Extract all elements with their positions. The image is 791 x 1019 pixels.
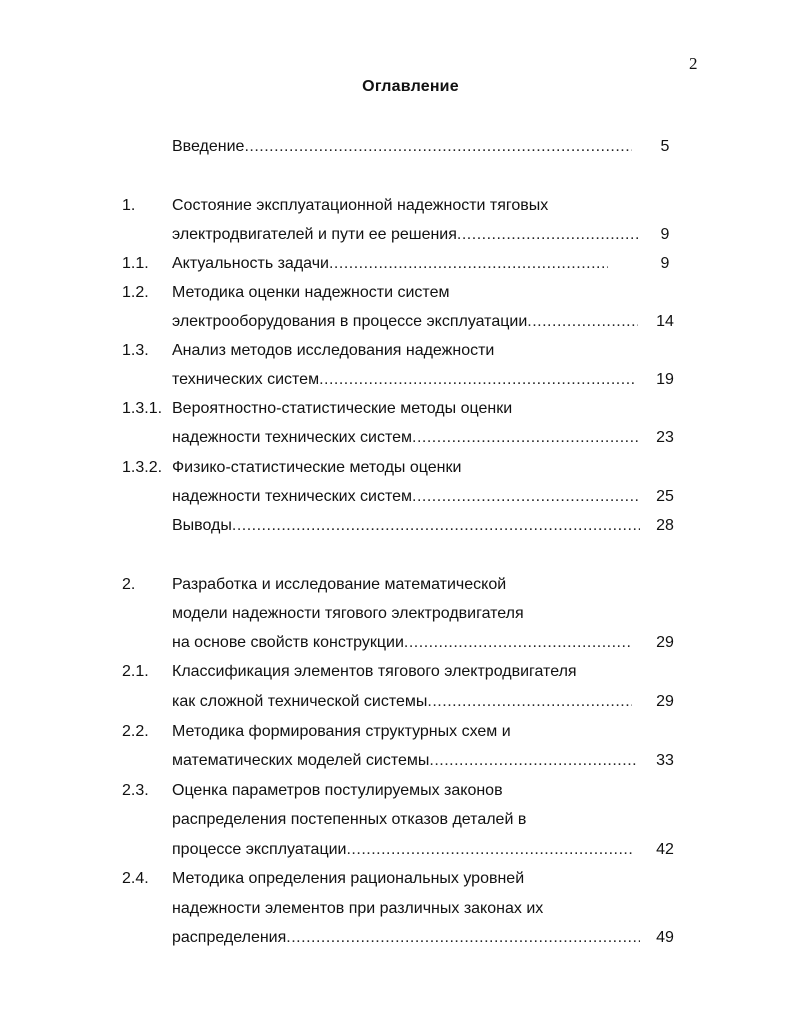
dot-leader: [232, 515, 640, 537]
toc-entry-title: Оценка параметров постулируемых законов: [172, 782, 503, 799]
toc-entry-title: Разработка и исследование математической: [172, 576, 507, 593]
toc-entry-title: надежности технических систем: [172, 488, 413, 505]
toc-entry-title: распределения: [172, 929, 287, 946]
toc-entry-2-4[interactable]: [0, 868, 791, 890]
toc-entry-title: распределения постепенных отказов деталей в: [172, 811, 527, 828]
toc-entry-title: надежности элементов при различных законах их: [172, 900, 544, 917]
dot-leader: [429, 750, 638, 772]
toc-entry-1-3-2[interactable]: [0, 457, 791, 479]
dot-leader: [457, 224, 640, 246]
dot-leader: [329, 253, 608, 275]
toc-entry-title: электрооборудования в процессе эксплуатации: [172, 313, 528, 330]
toc-entry-line: [172, 427, 640, 449]
toc-entry-title: математических моделей системы: [172, 752, 430, 769]
toc-entry-title: Методика определения рациональных уровней: [172, 870, 525, 887]
toc-entry-1-3-1[interactable]: [0, 398, 791, 420]
toc-entry-title: надежности технических систем: [172, 429, 413, 446]
dot-leader: [404, 632, 630, 654]
toc-entry-title: Анализ методов исследования надежности: [172, 342, 495, 359]
toc-entry-intro[interactable]: [0, 136, 791, 158]
toc-page-number: 9: [660, 226, 670, 243]
toc-entry-1[interactable]: [0, 195, 791, 217]
toc-entry-title: процессе эксплуатации: [172, 841, 347, 858]
dot-leader: [244, 136, 632, 158]
toc-page-number: 25: [656, 488, 674, 505]
toc-entry-line: [172, 927, 640, 949]
dot-leader: [427, 691, 632, 713]
toc-entry-conclusions-1[interactable]: [0, 515, 791, 537]
toc-entry-line: [172, 691, 632, 713]
toc-entry-line: [172, 750, 638, 772]
dot-leader: [412, 427, 640, 449]
toc-entry-line: [172, 224, 640, 246]
toc-entry-1-2[interactable]: [0, 282, 791, 304]
toc-page-number: 49: [656, 929, 674, 946]
dot-leader: [412, 486, 640, 508]
toc-entry-title: Классификация элементов тягового электродвигателя: [172, 663, 577, 680]
toc-entry-line: [172, 632, 630, 654]
toc-section-number: 2.2.: [122, 723, 149, 740]
toc-entry-2-3-cont-1[interactable]: [0, 809, 791, 831]
dot-leader: [346, 839, 634, 861]
toc-entry-line: [172, 136, 632, 158]
toc-section-number: 1.1.: [122, 255, 149, 272]
toc-entry-1-3-2-cont[interactable]: [0, 486, 791, 508]
toc-entry-2-cont-1[interactable]: [0, 603, 791, 625]
toc-entry-title: Введение: [172, 138, 245, 155]
toc-entry-2-4-cont-1[interactable]: [0, 898, 791, 920]
toc-entry-title: технических систем: [172, 371, 320, 388]
dot-leader: [286, 927, 640, 949]
toc-entry-title: Вероятностно-статистические методы оценки: [172, 400, 513, 417]
dot-leader: [319, 369, 636, 391]
toc-entry-2-4-cont-2[interactable]: [0, 927, 791, 949]
toc-entry-title: Выводы: [172, 517, 232, 534]
toc-entry-1-3[interactable]: [0, 340, 791, 362]
toc-section-number: 1.: [122, 197, 136, 214]
toc-entry-2-3-cont-2[interactable]: [0, 839, 791, 861]
toc-entry-2-2-cont[interactable]: [0, 750, 791, 772]
toc-entry-2-1-cont[interactable]: [0, 691, 791, 713]
toc-page-number: 23: [656, 429, 674, 446]
dot-leader: [527, 311, 638, 333]
toc-entry-title: модели надежности тягового электродвигателя: [172, 605, 524, 622]
toc-entry-line: [172, 311, 638, 333]
toc-entry-line: [172, 486, 640, 508]
toc-entry-1-3-1-cont[interactable]: [0, 427, 791, 449]
toc-entry-1-3-cont[interactable]: [0, 369, 791, 391]
toc-entry-title: на основе свойств конструкции: [172, 634, 404, 651]
toc-title: Оглавление: [362, 78, 459, 95]
toc-entry-1-1[interactable]: [0, 253, 791, 275]
toc-page-number: 5: [660, 138, 670, 155]
toc-entry-2-2[interactable]: [0, 721, 791, 743]
toc-page-number: 19: [656, 371, 674, 388]
toc-entry-title: как сложной технической системы: [172, 693, 428, 710]
toc-entry-1-2-cont[interactable]: [0, 311, 791, 333]
toc-page-number: 33: [656, 752, 674, 769]
toc-entry-line: [172, 515, 640, 537]
toc-page-number: 9: [660, 255, 670, 272]
toc-entry-1-cont[interactable]: [0, 224, 791, 246]
toc-entry-2-3[interactable]: [0, 780, 791, 802]
toc-page-number: 29: [656, 693, 674, 710]
toc-section-number: 1.3.: [122, 342, 149, 359]
toc-page-number: 28: [656, 517, 674, 534]
toc-entry-title: Физико-статистические методы оценки: [172, 459, 462, 476]
toc-section-number: 2.1.: [122, 663, 149, 680]
toc-section-number: 1.3.2.: [122, 459, 163, 476]
toc-entry-title: Актуальность задачи: [172, 255, 329, 272]
toc-entry-2-1[interactable]: [0, 661, 791, 683]
toc-entry-line: [172, 253, 608, 275]
toc-entry-title: Методика оценки надежности систем: [172, 284, 450, 301]
toc-entry-line: [172, 369, 636, 391]
toc-entry-title: электродвигателей и пути ее решения: [172, 226, 457, 243]
toc-section-number: 2.4.: [122, 870, 149, 887]
page-number: 2: [689, 54, 698, 73]
toc-section-number: 1.2.: [122, 284, 149, 301]
toc-section-number: 2.: [122, 576, 136, 593]
toc-entry-title: Состояние эксплуатационной надежности тяговых: [172, 197, 549, 214]
toc-entry-title: Методика формирования структурных схем и: [172, 723, 511, 740]
toc-entry-2[interactable]: [0, 574, 791, 596]
toc-section-number: 2.3.: [122, 782, 149, 799]
toc-page-number: 29: [656, 634, 674, 651]
toc-section-number: 1.3.1.: [122, 400, 163, 417]
toc-page-number: 14: [656, 313, 674, 330]
toc-page-number: 42: [656, 841, 674, 858]
toc-entry-line: [172, 839, 634, 861]
toc-entry-2-cont-2[interactable]: [0, 632, 791, 654]
